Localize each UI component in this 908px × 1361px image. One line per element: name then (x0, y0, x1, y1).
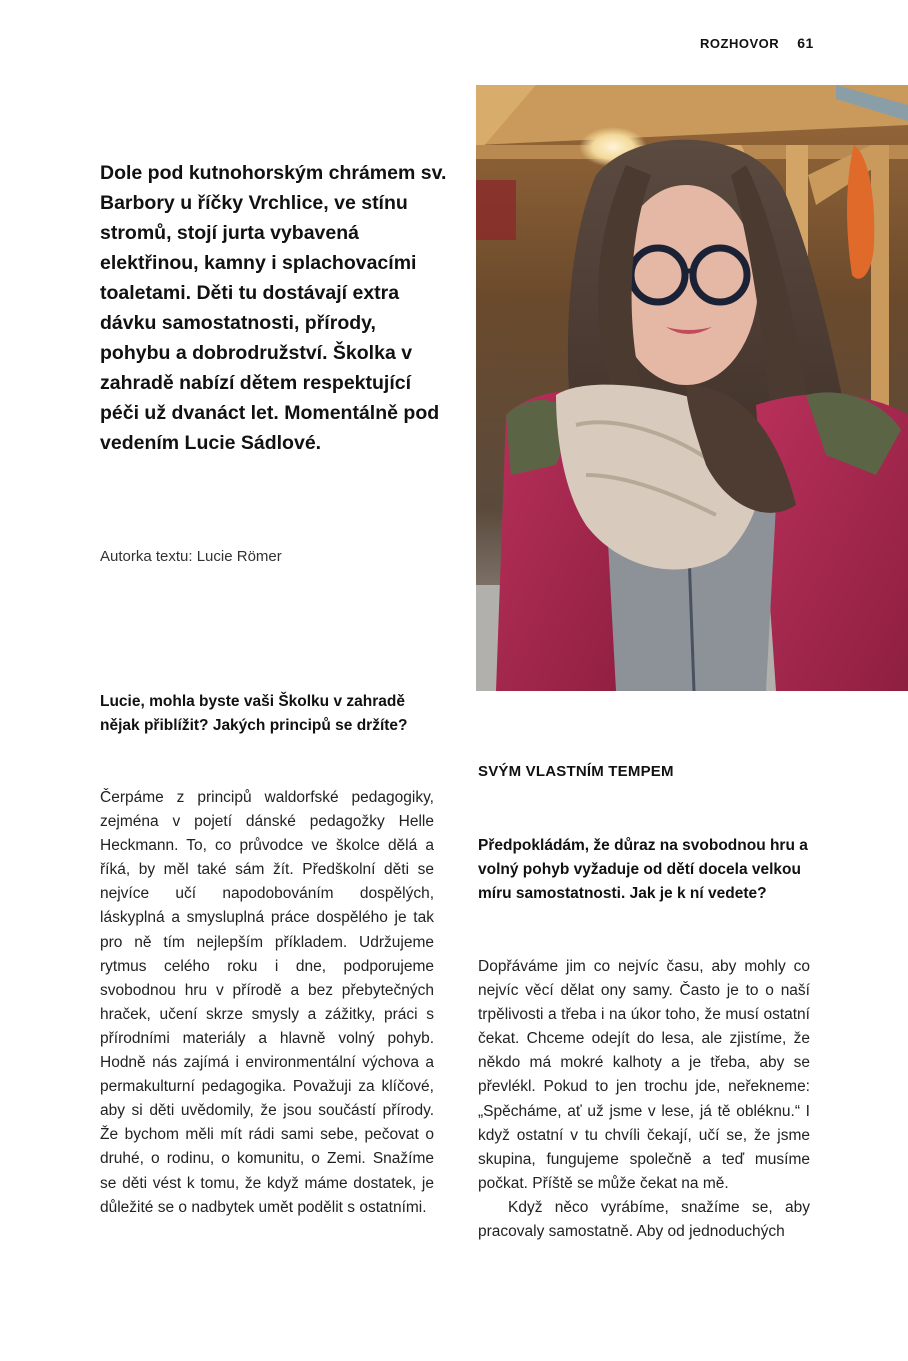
author-byline: Autorka textu: Lucie Römer (100, 548, 282, 565)
portrait-illustration (476, 85, 908, 691)
answer-2-column (478, 955, 810, 1244)
answer-2-paragraph-2: Když něco vyrábíme, snažíme se, aby pracovaly samostatně. Aby od jednoduchých (478, 1198, 810, 1241)
portrait-photo (476, 85, 908, 691)
running-head (700, 35, 814, 51)
section-subheading: SVÝM VLASTNÍM TEMPEM (478, 763, 674, 780)
lead-paragraph: Dole pod kutnohorským chrámem sv. Barbory u říčky Vrchlice, ve stínu stromů, stojí jurta vybavená elektřinou, kamny i splachovacími toaletami. Děti tu dostávají extra dávku samostatnosti, přírody, pohybu a dobrodružství. Školka v zahradě nabízí dětem respektující péči už dvanáct let. Momentálně pod vedením Lucie Sádlové. (100, 162, 447, 454)
interview-question-1: Lucie, mohla byste vaši Školku v zahradě nějak přiblížit? Jakých principů se držíte? (100, 693, 408, 734)
page-number: 61 (797, 35, 814, 51)
section-label: ROZHOVOR (700, 36, 780, 51)
answer-1-paragraph: Čerpáme z principů waldorfské pedagogiky, zejména v pojetí dánské pedagožky Helle Heckmann. To, co průvodce ve školce dělá a říká, by měl také sám žít. Předškolní děti se nejvíce učí napodobováním dospělých, láskyplná a smysluplná práce dospělého je tak pro ně tím nejlepším příkladem. Udržujeme rytmus celého roku i dne, podporujeme svobodnou hru v přírodě a bez přebytečných hraček, učení skrze smysly a zážitky, práci s přírodními materiály a hlavně volný pohyb. Hodně nás zajímá i environmentální výchova a permakulturní pedagogika. Považuji za klíčové, aby si děti uvědomily, že jsou součástí přírody. Že bychom měli mít rádi sami sebe, pečovat o druhé, o rodinu, o komunitu, o Zemi. Snažíme se děti vést k tomu, že když máme dostatek, je důležité se o nadbytek umět podělit s ostatními. (100, 789, 434, 1216)
answer-2-paragraph-1: Dopřáváme jim co nejvíc času, aby mohly co nejvíc věcí dělat ony samy. Často je to o naší trpělivosti a třeba i na úkor toho, že musí ostatní čekat. Chceme odejít do lesa, ale zjistíme, že někdo má mokré kalhoty a je třeba, aby se převlékl. Pokud to jen trochu jde, neřekneme: „Spěcháme, ať už jsme v lese, já tě obléknu.“ I když ostatní v tu chvíli čekají, učí se, že jsme skupina, fungujeme společně a teď musíme počkat. Příště se může čekat na mě. (478, 958, 810, 1192)
answer-1-column (100, 786, 434, 1220)
interview-question-2: Předpokládám, že důraz na svobodnou hru a volný pohyb vyžaduje od dětí docela velkou míru samostatnosti. Jak je k ní vedete? (478, 837, 808, 902)
